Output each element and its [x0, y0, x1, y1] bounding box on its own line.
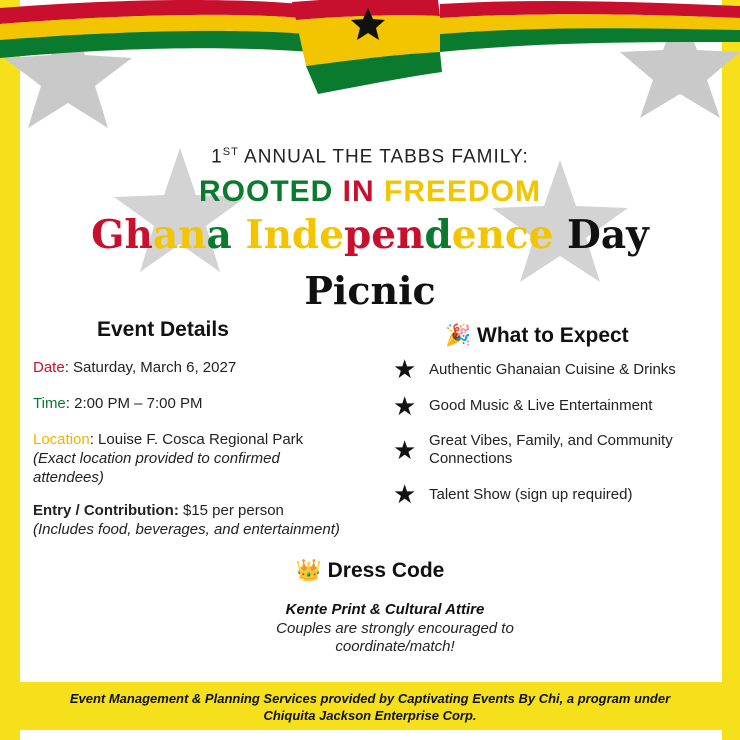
entry-note: (Includes food, beverages, and entertainment) [33, 521, 340, 538]
footer-credits: Event Management & Planning Services provided by Captivating Events By Chi, a program under Chiquita Jackson Enterprise Corp. [69, 691, 671, 723]
time-label: Time [33, 395, 66, 412]
star-bullet-icon: ★ [393, 479, 417, 509]
title-segment: Inde [245, 212, 345, 258]
date-label: Date [33, 359, 65, 376]
star-bullet-icon: ★ [393, 354, 417, 384]
title-segment: d [424, 212, 452, 258]
entry-label: Entry / Contribution: [33, 502, 179, 519]
title-segment: IN [342, 175, 384, 208]
title-segment: FREEDOM [384, 175, 541, 208]
party-popper-icon: 🎉 [445, 324, 472, 347]
title-segment: a [206, 212, 246, 258]
dress-code-line1: Kente Print & Cultural Attire [285, 601, 485, 618]
location-note: (Exact location provided to confirmed attendees) [33, 450, 280, 486]
ghana-independence-day-title [0, 212, 740, 258]
event-subtitle: 1ST ANNUAL THE TABBS FAMILY: [211, 146, 529, 168]
date-row: Date: Saturday, March 6, 2027 [33, 359, 237, 376]
time-row: Time: 2:00 PM – 7:00 PM [33, 395, 203, 412]
expect-item: Authentic Ghanaian Cuisine & Drinks [429, 361, 676, 378]
title-segment: pen [344, 212, 425, 258]
picnic-title: Picnic [304, 268, 436, 313]
title-segment: ence [451, 212, 568, 258]
dress-code-heading: 👑 Dress Code [295, 559, 445, 582]
title-segment: Day [567, 212, 649, 258]
expect-item: Good Music & Live Entertainment [429, 397, 653, 414]
event-details-heading: Event Details [97, 318, 229, 341]
what-to-expect-heading: 🎉 What to Expect [445, 324, 629, 347]
expect-item: Talent Show (sign up required) [429, 486, 633, 503]
title-segment: ROOTED [198, 175, 343, 208]
dress-code-line2: Couples are strongly encouraged to coordinate/match! [276, 620, 514, 655]
location-row: Location: Louise F. Cosca Regional Park (Exact location provided to confirmed attendees) [33, 431, 304, 486]
title-segment: Gh [91, 212, 153, 258]
location-label: Location [33, 431, 90, 448]
rooted-in-freedom-title [0, 175, 740, 209]
expect-item: Great Vibes, Family, and Community Connections [429, 432, 673, 467]
title-segment: an [152, 212, 207, 258]
star-bullet-icon: ★ [393, 435, 417, 465]
star-bullet-icon: ★ [393, 391, 417, 421]
crown-icon: 👑 [295, 559, 322, 582]
entry-row: Entry / Contribution: $15 per person (Includes food, beverages, and entertainment) [33, 502, 340, 538]
